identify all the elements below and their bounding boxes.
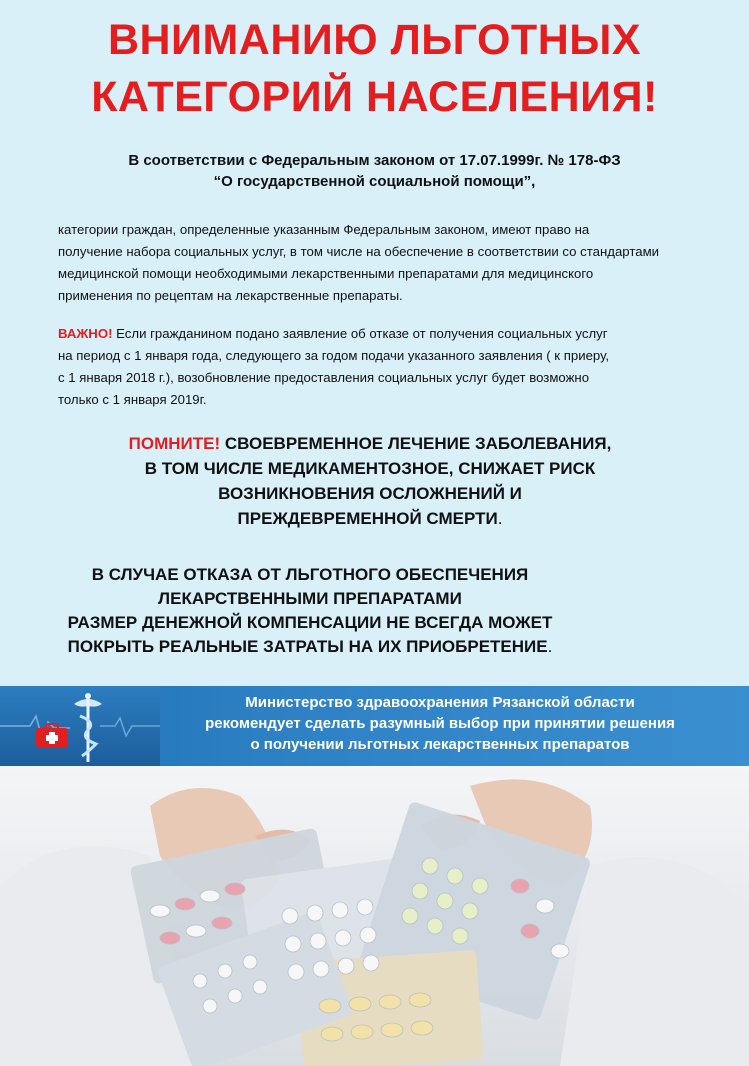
remember-line: ПРЕЖДЕВРЕМЕННОЙ СМЕРТИ (237, 509, 498, 528)
important-paragraph (58, 323, 678, 411)
caduceus-icon (0, 686, 160, 766)
important-label: ВАЖНО! (58, 326, 113, 341)
remember-end: . (497, 509, 503, 528)
rights-paragraph (58, 219, 728, 307)
remember-line: СВОЕВРЕМЕННОЕ ЛЕЧЕНИЕ ЗАБОЛЕВАНИЯ, (220, 434, 612, 453)
medical-kit-icon (34, 722, 70, 750)
refusal-line: ПОКРЫТЬ РЕАЛЬНЫЕ ЗАТРАТЫ НА ИХ ПРИОБРЕТЕНИЕ (67, 637, 548, 656)
important-line: Если гражданином подано заявление об отказе от получения социальных услуг (112, 326, 608, 341)
ministry-line: о получении льготных лекарственных препаратов (250, 736, 630, 753)
ministry-line: рекомендует сделать разумный выбор при принятии решения (205, 715, 675, 732)
law-reference-line-2: “О государственной социальной помощи”, (213, 173, 536, 190)
refusal-line: РАЗМЕР ДЕНЕЖНОЙ КОМПЕНСАЦИИ НЕ ВСЕГДА МОЖЕТ (67, 613, 553, 632)
title-line-1: ВНИМАНИЮ ЛЬГОТНЫХ (107, 16, 642, 64)
remember-block (60, 431, 680, 531)
page-title (0, 12, 749, 126)
remember-label: ПОМНИТЕ! (128, 434, 221, 453)
title-line-2: КАТЕГОРИЙ НАСЕЛЕНИЯ! (91, 73, 658, 121)
rights-line: категории граждан, определенные указанным Федеральным законом, имеют право на (58, 222, 590, 237)
important-line: только с 1 января 2019г. (58, 392, 207, 407)
refusal-end: . (547, 637, 553, 656)
banner-emblem (0, 686, 160, 766)
remember-line: ВОЗНИКНОВЕНИЯ ОСЛОЖНЕНИЙ И (218, 484, 522, 503)
refusal-line: ЛЕКАРСТВЕННЫМИ ПРЕПАРАТАМИ (158, 589, 462, 608)
refusal-block (10, 563, 610, 659)
hands-with-pills-image (0, 766, 749, 1066)
ministry-recommendation (160, 692, 720, 755)
rights-line: получение набора социальных услуг, в том числе на обеспечение в соответствии со стандартами (58, 244, 660, 259)
rights-line: медицинской помощи необходимыми лекарственными препаратами для медицинского (58, 266, 594, 281)
remember-line: В ТОМ ЧИСЛЕ МЕДИКАМЕНТОЗНОЕ, СНИЖАЕТ РИСК (144, 459, 596, 478)
law-reference (0, 150, 749, 192)
rights-line: применения по рецептам на лекарственные препараты. (58, 288, 403, 303)
important-line: на период с 1 января года, следующего за годом подачи указанного заявления ( к приеру, (58, 348, 610, 363)
ministry-banner (0, 686, 749, 766)
law-reference-line-1: В соответствии с Федеральным законом от 17.07.1999г. № 178-ФЗ (128, 152, 621, 169)
refusal-line: В СЛУЧАЕ ОТКАЗА ОТ ЛЬГОТНОГО ОБЕСПЕЧЕНИЯ (91, 565, 529, 584)
pills-illustration (0, 766, 749, 1066)
ministry-line: Министерство здравоохранения Рязанской области (245, 694, 635, 711)
important-line: с 1 января 2018 г.), возобновление предоставления социальных услуг будет возможно (58, 370, 590, 385)
